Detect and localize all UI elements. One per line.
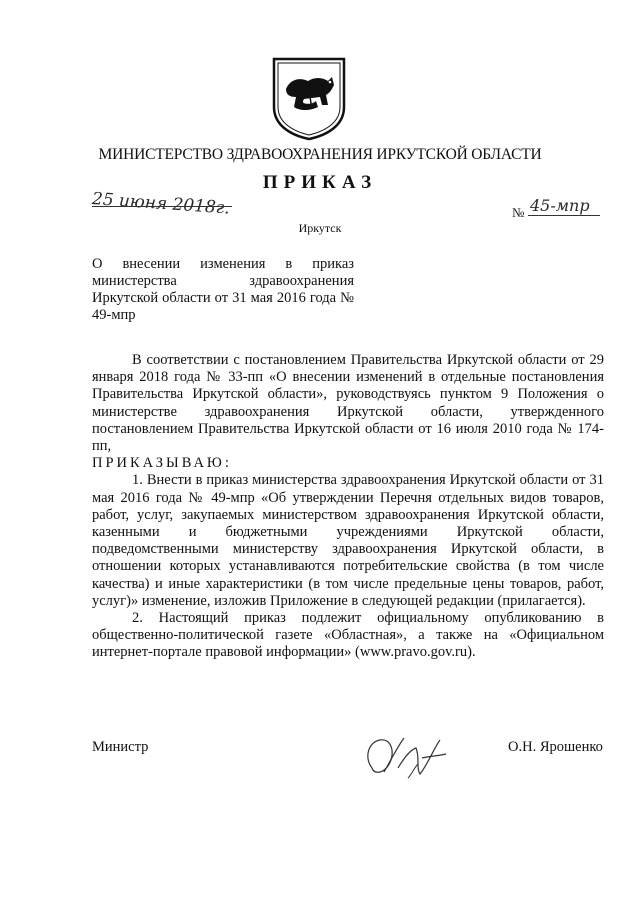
order-number-label: № — [512, 205, 525, 220]
organization-name: МИНИСТЕРСТВО ЗДРАВООХРАНЕНИЯ ИРКУТСКОЙ ОБЛАСТИ — [98, 146, 542, 163]
order-body — [92, 352, 604, 662]
item-1-paragraph: 1. Внести в приказ министерства здравоохранения Иркутской области от 31 мая 2016 года № 49-мпр «Об утверждении Перечня отдельных видов товаров, работ, услуг, закупаемых министерством здравоохранения Иркутской области, казенными и бюджетными учреждениями Иркутской области, подведомственными министерству здравоохранения Иркутской области, в отношении которых устанавливаются потребительские свойства (в том числе качества) и иные характеристики (в том числе предельные цены товаров, работ, услуг)» изменение, изложив Приложение в следующей редакции (прилагается). — [92, 472, 604, 609]
number-underline — [528, 215, 600, 216]
handwritten-signature — [358, 728, 478, 788]
order-date: 25 июня 2018г. — [91, 189, 231, 219]
city-name: Иркутск — [298, 221, 342, 235]
order-word: ПРИКАЗЫВАЮ: — [92, 455, 232, 472]
document-type-title: ПРИКАЗ — [262, 172, 378, 193]
signatory-position: Министр — [92, 739, 149, 755]
order-subject: О внесении изменения в приказ министерства здравоохранения Иркутской области от 31 мая 2016 года № 49-мпр — [92, 256, 354, 323]
order-number: 45-мпр — [530, 196, 590, 215]
item-2-paragraph: 2. Настоящий приказ подлежит официальному опубликованию в общественно-политической газете «Областная», а также на «Официальном интернет-портале правовой информации» (www.pravo.gov.ru). — [92, 610, 604, 661]
signatory-name: О.Н. Ярошенко — [508, 739, 603, 755]
preamble-paragraph: В соответствии с постановлением Правительства Иркутской области от 29 января 2018 года № 33-пп «О внесении изменений в отдельные постановления Правительства Иркутской области», руководствуясь пунктом 9 Положения о министерстве здравоохранения Иркутской области, утвержденного постановлением Правительства Иркутской области от 16 июля 2010 года № 174-пп, — [92, 352, 604, 455]
date-underline — [92, 206, 232, 207]
irkutsk-coat-of-arms-icon — [270, 55, 348, 141]
